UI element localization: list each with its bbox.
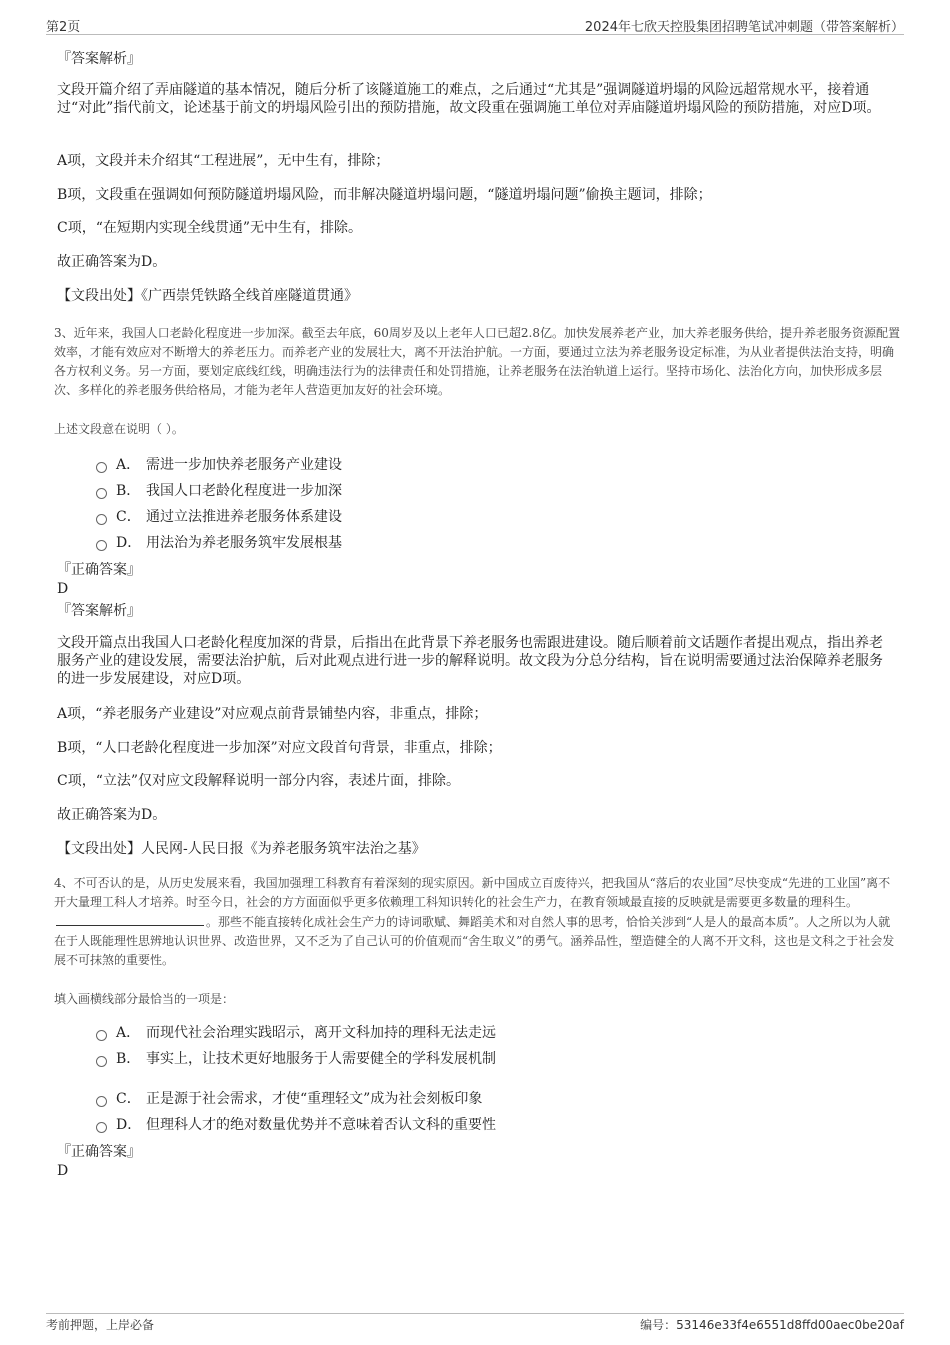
q4-answer-label: 『正确答案』 [57,1144,141,1160]
q3-option-b[interactable]: B． 我国人口老龄化程度进一步加深 [96,482,342,500]
page-footer [46,1313,904,1332]
q4-answer: D [57,1163,69,1179]
document-title: 2024年七欣天控股集团招聘笔试冲刺题（带答案解析） [584,20,904,35]
q3-conclusion: 故正确答案为D。 [57,807,167,823]
radio-icon[interactable] [96,1122,107,1133]
q3-question: 上述文段意在说明（ ）。 [54,422,184,436]
q3-answer: D [57,581,69,597]
q2-option-a-note: A项，文段并未介绍其“工程进展”，无中生有，排除； [57,153,390,169]
q3-option-a-note: A项，“养老服务产业建设”对应观点前背景铺垫内容，非重点，排除； [57,706,488,722]
q3-option-d[interactable]: D． 用法治为养老服务筑牢发展根基 [96,534,342,552]
q2-option-c-note: C项，“在短期内实现全线贯通”无中生有，排除。 [57,220,363,236]
q3-source: 【文段出处】人民网-人民日报《为养老服务筑牢法治之基》 [57,841,426,857]
radio-icon[interactable] [96,1096,107,1107]
q2-source: 【文段出处】《广西崇凭铁路全线首座隧道贯通》 [57,288,358,304]
radio-icon[interactable] [96,1056,107,1067]
q3-option-c-note: C项，“立法”仅对应文段解释说明一部分内容，表述片面，排除。 [57,773,461,789]
q3-option-c[interactable]: C． 通过立法推进养老服务体系建设 [96,508,342,526]
q4-stem: 4、不可否认的是，从历史发展来看，我国加强理工科教育有着深刻的现实原因。新中国成立百废待兴，把我国从“落后的农业国”尽快变成“先进的工业国”离不开大量理工科人才培养。时至今日，社会的方方面面似乎更多依赖理工科知识转化的社会生产力，在教育领域最直接的反映就是需要更多数量的理科生。。那些不能直接转化成社会生产力的诗词歌赋、舞蹈美术和对自然人事的思考，恰恰关涉到“人是人的最高本质”。人之所以为人就在于人既能理性思辨地认识世界、改造世界，又不乏为了自己认可的价值观而“舍生取义”的勇气。涵养品性，塑造健全的人离不开文科，这也是文科之于社会发展不可抹煞的重要性。 [54,876,895,967]
radio-icon[interactable] [96,462,107,473]
fill-in-blank [56,912,204,926]
page-header [46,14,904,35]
q4-option-b[interactable]: B． 事实上，让技术更好地服务于人需要健全的学科发展机制 [96,1050,496,1068]
q3-analysis-text: 文段开篇点出我国人口老龄化程度加深的背景，后指出在此背景下养老服务也需跟进建设。随后顺着前文话题作者提出观点，指出养老服务产业的建设发展，需要法治护航，后对此观点进行进一步的解释说明。故文段为分总分结构，旨在说明需要通过法治保障养老服务的进一步发展建设，对应D项。 [57,635,883,687]
q4-option-a[interactable]: A． 而现代社会治理实践昭示，离开文科加持的理科无法走远 [96,1024,496,1042]
q2-conclusion: 故正确答案为D。 [57,254,167,270]
q4-option-d[interactable]: D． 但理科人才的绝对数量优势并不意味着否认文科的重要性 [96,1116,496,1134]
radio-icon[interactable] [96,540,107,551]
q2-analysis-text: 文段开篇介绍了弄庙隧道的基本情况，随后分析了该隧道施工的难点，之后通过“尤其是”强调隧道坍塌的风险远超常规水平，接着通过“对此”指代前文，论述基于前文的坍塌风险引出的预防措施，故文段重在强调施工单位对弄庙隧道坍塌风险的预防措施，对应D项。 [57,82,881,116]
radio-icon[interactable] [96,1030,107,1041]
q3-option-a[interactable]: A． 需进一步加快养老服务产业建设 [96,456,342,474]
q3-option-b-note: B项，“人口老龄化程度进一步加深”对应文段首句背景，非重点，排除； [57,740,502,756]
page-number: 第2页 [46,20,81,35]
q4-option-c[interactable]: C． 正是源于社会需求，才使“重理轻文”成为社会刻板印象 [96,1090,482,1108]
q2-analysis-label: 『答案解析』 [57,51,141,67]
q4-question: 填入画横线部分最恰当的一项是： [54,992,235,1006]
radio-icon[interactable] [96,488,107,499]
q3-stem: 3、近年来，我国人口老龄化程度进一步加深。截至去年底，60周岁及以上老年人口已超2.8亿。加快发展养老产业，加大养老服务供给，提升养老服务资源配置效率，才能有效应对不断增大的养老压力。而养老产业的发展壮大，离不开法治护航。一方面，要通过立法为养老服务设定标准，为从业者提供法治支持，明确各方权利义务。另一方面，要划定底线红线，明确违法行为的法律责任和处罚措施，让养老服务在法治轨道上运行。坚持市场化、法治化方向，加快形成多层次、多样化的养老服务供给格局，才能为老年人营造更加友好的社会环境。 [54,326,900,397]
q2-option-b-note: B项，文段重在强调如何预防隧道坍塌风险，而非解决隧道坍塌问题，“隧道坍塌问题”偷换主题词，排除； [57,187,712,203]
q3-answer-label: 『正确答案』 [57,562,141,578]
footer-slogan: 考前押题，上岸必备 [46,1318,155,1332]
radio-icon[interactable] [96,514,107,525]
footer-code: 编号：53146e33f4e6551d8ffd00aec0be20af [640,1318,904,1332]
q3-analysis-label: 『答案解析』 [57,603,141,619]
